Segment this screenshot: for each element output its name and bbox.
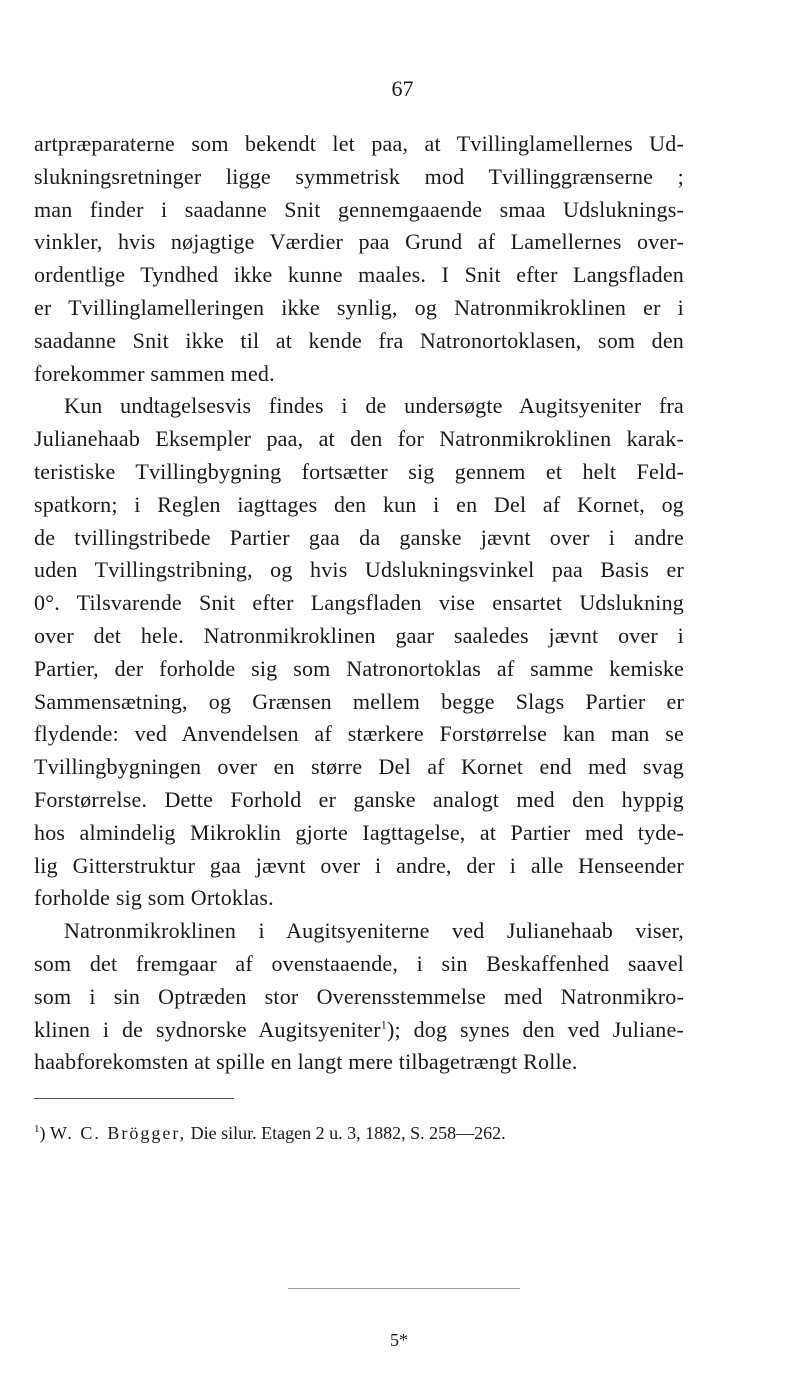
text-line: over det hele. Natronmikroklinen gaar saaledes jævnt over i bbox=[34, 622, 684, 648]
text-line: Forstørrelse. Dette Forhold er ganske analogt med den hyppig bbox=[34, 786, 684, 812]
signature-mark: 5* bbox=[390, 1330, 408, 1350]
text-line: Julianehaab Eksempler paa, at den for Natronmikroklinen karak- bbox=[34, 426, 684, 452]
text-line: er Tvillinglamelleringen ikke synlig, og Natronmikroklinen er i bbox=[34, 294, 684, 320]
footnote-divider bbox=[34, 1098, 234, 1099]
bottom-divider bbox=[288, 1288, 520, 1289]
text-line: Partier, der forholde sig som Natronortoklas af samme kemiske bbox=[34, 655, 684, 681]
text-line: saadanne Snit ikke til at kende fra Natronortoklasen, som den bbox=[34, 327, 684, 353]
page-number: 67 bbox=[391, 76, 414, 101]
text-line-end: ); dog synes den ved Juliane- bbox=[386, 1016, 684, 1042]
text-line: ordentlige Tyndhed ikke kunne maales. I Snit efter Langsfladen bbox=[34, 262, 684, 288]
text-line: Tvillingbygningen over en større Del af Kornet end med svag bbox=[34, 754, 684, 780]
text-line: slukningsretninger ligge symmetrisk mod Tvillinggrænserne ; bbox=[34, 163, 684, 189]
text-line: teristiske Tvillingbygning fortsætter sig gennem et helt Feld- bbox=[34, 458, 684, 484]
text-line: artpræparaterne som bekendt let paa, at Tvillinglamellernes Ud- bbox=[34, 131, 684, 156]
text-line: de tvillingstribede Partier gaa da ganske jævnt over i andre bbox=[34, 524, 684, 550]
text-line: Natronmikroklinen i Augitsyeniterne ved Julianehaab viser, bbox=[64, 918, 684, 944]
text-line: spatkorn; i Reglen iagttages den kun i en Del af Kornet, og bbox=[34, 491, 684, 517]
footnote-reference[interactable]: 1 bbox=[380, 1017, 387, 1032]
text-line: Sammensætning, og Grænsen mellem begge Slags Partier er bbox=[34, 688, 684, 714]
footnote-author: W. C. Brögger, bbox=[50, 1123, 187, 1143]
text-line: Kun undtagelsesvis findes i de undersøgte Augitsyeniter fra bbox=[64, 393, 684, 419]
text-line-with-footnote-ref bbox=[34, 1014, 684, 1047]
text-line: 0°. Tilsvarende Snit efter Langsfladen vise ensartet Udslukning bbox=[34, 590, 684, 616]
text-line: flydende: ved Anvendelsen af stærkere Forstørrelse kan man se bbox=[34, 721, 684, 747]
text-line: haabforekomsten at spille en langt mere tilbagetrængt Rolle. bbox=[34, 1049, 578, 1075]
text-line: forholde sig som Ortoklas. bbox=[34, 885, 274, 911]
text-line: hos almindelig Mikroklin gjorte Iagttagelse, at Partier med tyde- bbox=[34, 819, 684, 845]
text-line: som det fremgaar af ovenstaaende, i sin Beskaffenhed saavel bbox=[34, 950, 684, 976]
text-line: uden Tvillingstribning, og hvis Udslukningsvinkel paa Basis er bbox=[34, 557, 684, 583]
text-line-start: klinen i de sydnorske Augitsyeniter bbox=[34, 1016, 381, 1042]
text-line: vinkler, hvis nøjagtige Værdier paa Grund af Lamellernes over- bbox=[34, 229, 684, 255]
text-line: man finder i saadanne Snit gennemgaaende smaa Udsluknings- bbox=[34, 196, 684, 222]
footnote: $^1$) W. C. Brögger, Die silur. Etagen 2 u. 3, 1882, S. 258—262. bbox=[34, 1123, 506, 1143]
footnote-marker: 1 bbox=[34, 1123, 40, 1135]
body-text bbox=[34, 128, 684, 1079]
text-line: forekommer sammen med. bbox=[34, 360, 275, 386]
text-line: som i sin Optræden stor Overensstemmelse med Natronmikro- bbox=[34, 983, 684, 1009]
footnote-text: Die silur. Etagen 2 u. 3, 1882, S. 258—262. bbox=[190, 1123, 506, 1143]
text-line: lig Gitterstruktur gaa jævnt over i andre, der i alle Henseender bbox=[34, 852, 684, 878]
